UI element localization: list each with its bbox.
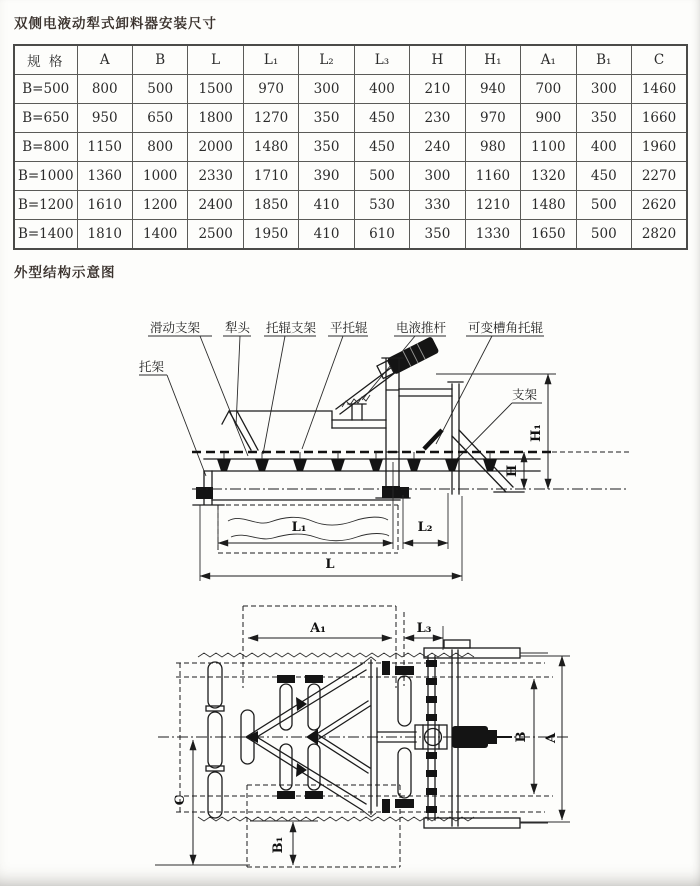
table-row — [14, 133, 687, 162]
plan-view-diagram — [155, 606, 570, 867]
table-cell: 1150 — [77, 133, 132, 162]
table-cell: 800 — [77, 75, 132, 104]
table-cell: B=1400 — [14, 220, 77, 250]
table-row — [14, 191, 687, 220]
dim-label-b: B — [514, 731, 529, 743]
table-cell: 400 — [354, 75, 409, 104]
table-cell: 970 — [243, 75, 298, 104]
dim-label-l3: L₃ — [416, 621, 432, 636]
dim-label-l2: L₂ — [417, 520, 433, 535]
column-header: B₁ — [576, 45, 631, 75]
table-cell: 1400 — [132, 220, 187, 250]
label-hydraulic-pushrod: 电液推杆 — [396, 321, 447, 335]
table-row — [14, 104, 687, 133]
table-cell: B=1200 — [14, 191, 77, 220]
table-cell: 350 — [410, 220, 465, 250]
table-cell: 1850 — [243, 191, 298, 220]
table-cell: 300 — [299, 75, 354, 104]
table-cell: 2330 — [188, 162, 243, 191]
table-cell: 500 — [354, 162, 409, 191]
side-view-diagram — [139, 320, 630, 581]
table-cell: 1330 — [465, 220, 520, 250]
dim-label-a: A — [544, 732, 559, 744]
column-header: L₁ — [243, 45, 298, 75]
table-cell: 350 — [576, 104, 631, 133]
table-cell: 1710 — [243, 162, 298, 191]
table-cell: 1610 — [77, 191, 132, 220]
section-title: 外型结构示意图 — [14, 265, 116, 280]
table-cell: 1500 — [188, 75, 243, 104]
column-header: H — [410, 45, 465, 75]
label-variable-trough-idler: 可变槽角托辊 — [468, 321, 544, 335]
table-cell: 410 — [299, 191, 354, 220]
table-cell: 1000 — [132, 162, 187, 191]
table-cell: 210 — [410, 75, 465, 104]
label-plow-head: 犁头 — [225, 321, 251, 335]
column-header: L₃ — [354, 45, 409, 75]
table-cell: 500 — [576, 191, 631, 220]
plan-idlers — [206, 662, 414, 818]
table-cell: 500 — [576, 220, 631, 250]
belt-and-frame — [192, 452, 630, 553]
table-cell: 400 — [576, 133, 631, 162]
table-cell: B=500 — [14, 75, 77, 104]
structure-diagrams — [0, 300, 700, 886]
table-cell: 1320 — [521, 162, 576, 191]
table-cell: 700 — [521, 75, 576, 104]
table-cell: 390 — [299, 162, 354, 191]
dim-label-l: L — [325, 557, 335, 572]
table-cell: 410 — [299, 220, 354, 250]
table-cell: 1460 — [632, 75, 687, 104]
table-cell: 300 — [576, 75, 631, 104]
page-title: 双侧电液动犁式卸料器安装尺寸 — [14, 16, 217, 31]
table-cell: 350 — [299, 104, 354, 133]
table-cell: B=1000 — [14, 162, 77, 191]
table-cell: 450 — [576, 162, 631, 191]
label-flat-idler: 平托辊 — [330, 321, 368, 335]
table-row — [14, 75, 687, 104]
table-cell: 1200 — [132, 191, 187, 220]
label-idler-bracket: 托辊支架 — [266, 321, 317, 335]
table-cell: B=650 — [14, 104, 77, 133]
table-cell: 980 — [465, 133, 520, 162]
table-cell: 450 — [354, 104, 409, 133]
table-cell: 1650 — [521, 220, 576, 250]
table-cell: 2500 — [188, 220, 243, 250]
column-header: L — [188, 45, 243, 75]
table-cell: 1360 — [77, 162, 132, 191]
column-header: 规 格 — [14, 45, 77, 75]
label-carrier-bracket: 托架 — [139, 360, 165, 374]
table-cell: 1210 — [465, 191, 520, 220]
column-header: A₁ — [521, 45, 576, 75]
dim-label-h1: H₁ — [529, 424, 544, 442]
table-cell: 1960 — [632, 133, 687, 162]
flat-idlers — [217, 452, 497, 471]
column-header: C — [632, 45, 687, 75]
table-cell: 230 — [410, 104, 465, 133]
column-header: L₂ — [299, 45, 354, 75]
table-cell: 1100 — [521, 133, 576, 162]
table-header-row — [14, 45, 687, 75]
table-cell: 950 — [77, 104, 132, 133]
table-cell: 2270 — [632, 162, 687, 191]
table-cell: 650 — [132, 104, 187, 133]
label-sliding-bracket: 滑动支架 — [150, 321, 201, 335]
table-cell: 2620 — [632, 191, 687, 220]
table-cell: B=800 — [14, 133, 77, 162]
side-view-dimensions — [200, 374, 556, 581]
table-cell: 1800 — [188, 104, 243, 133]
dim-label-h: H — [505, 464, 520, 478]
table-cell: 2820 — [632, 220, 687, 250]
table-cell: 900 — [521, 104, 576, 133]
table-cell: 450 — [354, 133, 409, 162]
column-header: H₁ — [465, 45, 520, 75]
support-mast — [376, 358, 524, 498]
dim-label-c: C — [173, 794, 188, 806]
dim-label-l1: L₁ — [291, 520, 307, 535]
table-cell: 530 — [354, 191, 409, 220]
column-header: A — [77, 45, 132, 75]
table-cell: 2000 — [188, 133, 243, 162]
table-cell: 2400 — [188, 191, 243, 220]
table-cell: 940 — [465, 75, 520, 104]
table-cell: 1480 — [243, 133, 298, 162]
dim-label-b1: B₁ — [271, 836, 286, 854]
table-row — [14, 220, 687, 250]
table-cell: 300 — [410, 162, 465, 191]
table-cell: 610 — [354, 220, 409, 250]
dim-label-a1: A₁ — [310, 621, 326, 636]
hydraulic-pushrod — [336, 336, 439, 414]
table-cell: 500 — [132, 75, 187, 104]
column-header: B — [132, 45, 187, 75]
table-cell: 1660 — [632, 104, 687, 133]
table-cell: 330 — [410, 191, 465, 220]
table-cell: 1160 — [465, 162, 520, 191]
table-cell: 1950 — [243, 220, 298, 250]
table-cell: 240 — [410, 133, 465, 162]
table-cell: 350 — [299, 133, 354, 162]
label-support-bracket: 支架 — [512, 388, 538, 402]
table-row — [14, 162, 687, 191]
table-cell: 1480 — [521, 191, 576, 220]
table-cell: 1810 — [77, 220, 132, 250]
table-cell: 800 — [132, 133, 187, 162]
table-cell: 970 — [465, 104, 520, 133]
dimension-table — [13, 44, 688, 250]
table-cell: 1270 — [243, 104, 298, 133]
